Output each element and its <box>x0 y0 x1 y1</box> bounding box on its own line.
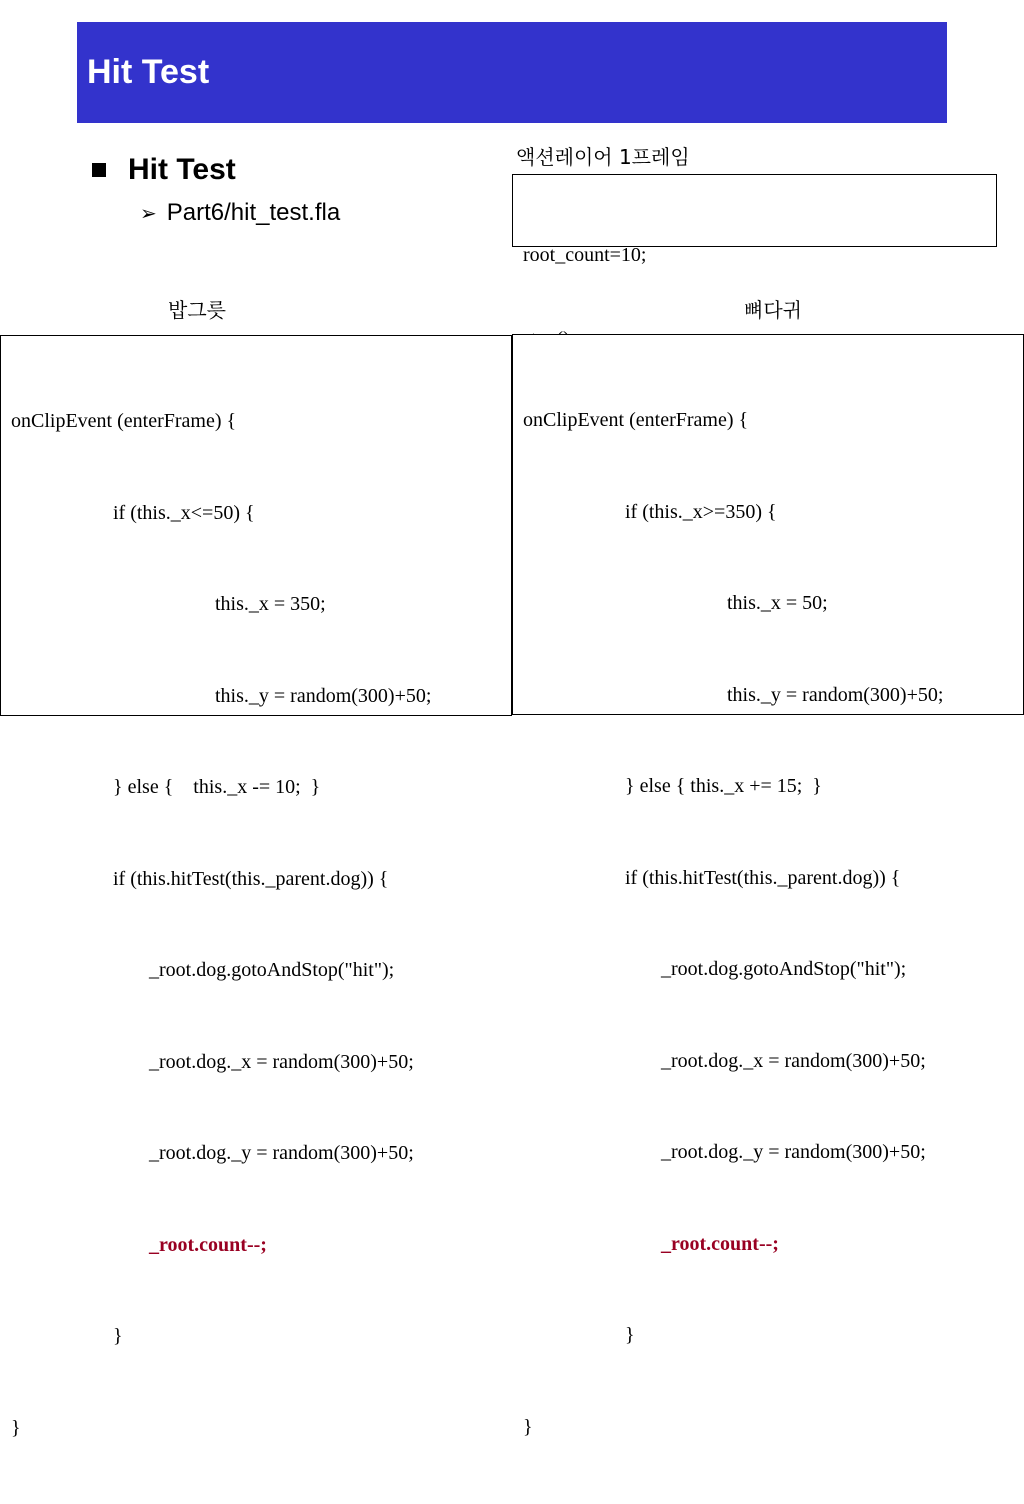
code-line: } <box>11 1416 21 1439</box>
main-bullet <box>90 150 236 190</box>
code-line: _root.dog.gotoAndStop("hit"); <box>149 959 395 981</box>
code-line: } <box>113 1325 123 1347</box>
code-line: } else { this._x -= 10; } <box>113 776 321 798</box>
frame-code-box <box>512 174 997 266</box>
sub-bullet-text: Part6/hit_test.fla <box>166 199 341 226</box>
code-line: if (this._x<=50) { <box>113 501 255 524</box>
code-line: _root.dog._x = random(300)+50; <box>661 1049 926 1072</box>
code-line: } <box>625 1324 635 1346</box>
code-line: onClipEvent (enterFrame) { <box>11 410 237 432</box>
left-panel-label: 밥그릇 <box>168 298 226 322</box>
code-line: onClipEvent (enterFrame) { <box>523 409 749 431</box>
arrow-bullet-icon: ➢ <box>140 201 157 225</box>
code-line: _root.dog._y = random(300)+50; <box>149 1142 414 1164</box>
left-code-panel <box>0 335 512 1439</box>
code-line: if (this.hitTest(this._parent.dog)) { <box>113 867 389 890</box>
title-bar <box>77 22 947 123</box>
code-line-highlight: _root.count--; <box>661 1232 779 1255</box>
code-line-highlight: _root.count--; <box>149 1233 267 1256</box>
code-line: if (this.hitTest(this._parent.dog)) { <box>625 866 901 889</box>
code-line: _root.dog._y = random(300)+50; <box>661 1141 926 1163</box>
slide-title: Hit Test <box>87 53 210 91</box>
code-line: root_count=10; <box>523 244 647 266</box>
square-bullet-icon <box>92 163 106 177</box>
frame-box-label: 액션레이어 1프레임 <box>516 145 690 169</box>
code-line: } else { this._x += 15; } <box>625 775 822 797</box>
code-line: this._y = random(300)+50; <box>727 683 944 706</box>
sub-bullet <box>140 197 340 229</box>
code-line: _root.dog.gotoAndStop("hit"); <box>661 958 907 980</box>
code-line: _root.dog._x = random(300)+50; <box>149 1050 414 1073</box>
code-line: this._y = random(300)+50; <box>215 684 432 707</box>
bullet-text: Hit Test <box>128 153 236 186</box>
code-line: } <box>523 1415 533 1438</box>
code-line: this._x = 50; <box>727 592 828 614</box>
right-panel-label: 뼈다귀 <box>744 298 802 322</box>
right-code-panel <box>512 334 1024 1438</box>
code-line: if (this._x>=350) { <box>625 500 777 523</box>
code-line: this._x = 350; <box>215 593 326 615</box>
